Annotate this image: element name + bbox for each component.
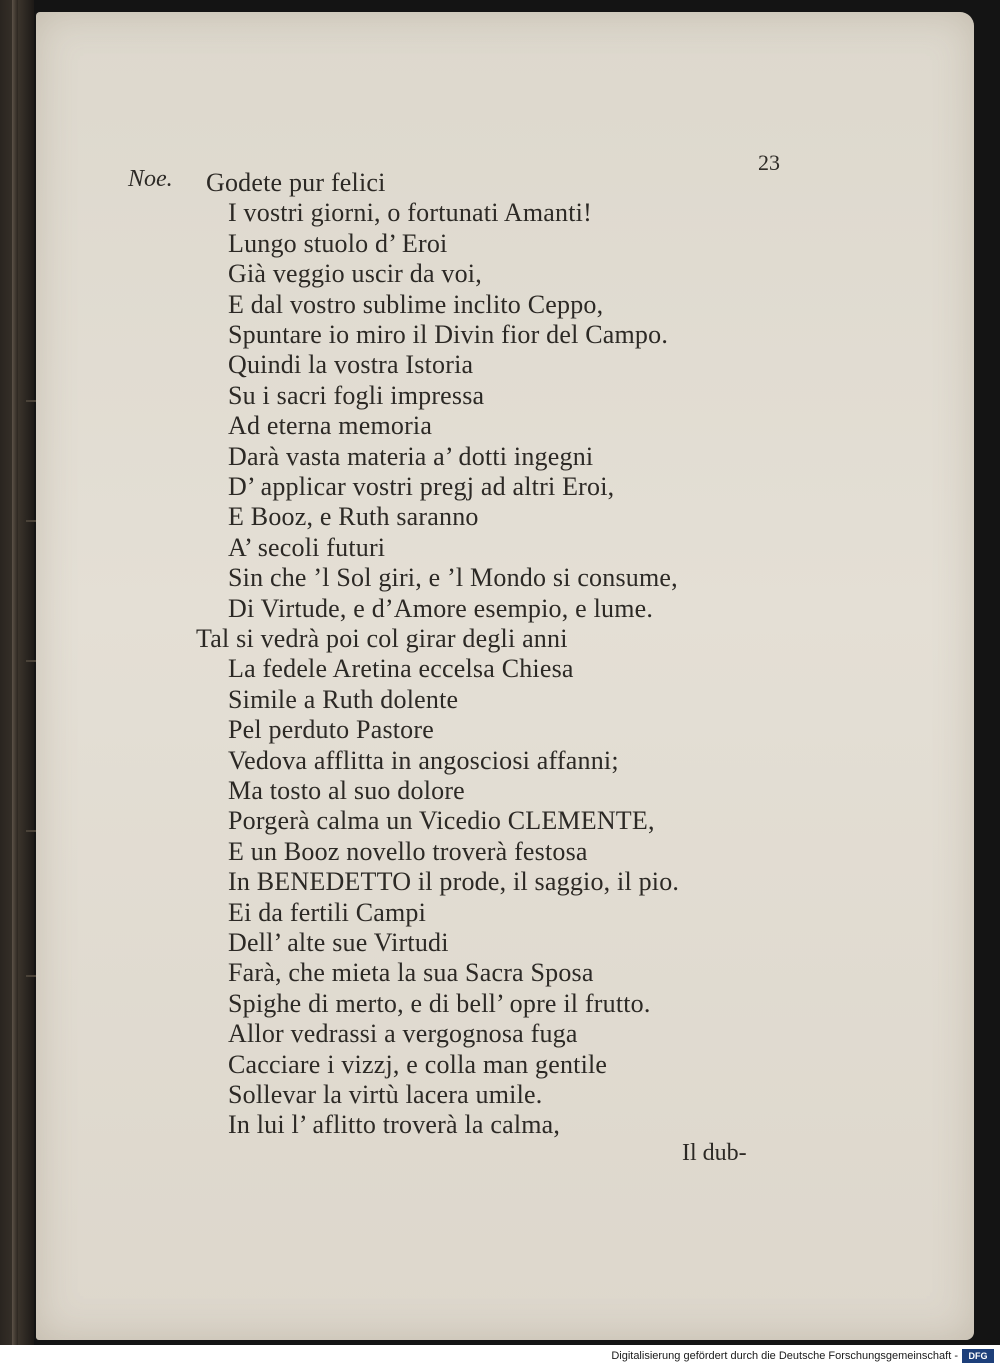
verse-line: Ei da fertili Campi	[228, 897, 427, 927]
catchword: Il dub-	[682, 1140, 747, 1166]
verse-line: La fedele Aretina eccelsa Chiesa	[228, 654, 574, 684]
page-number: 23	[758, 150, 780, 175]
verse-line: Pel perduto Pastore	[228, 715, 434, 745]
verse-line: Già veggio uscir da voi,	[228, 259, 482, 289]
margin-mark	[26, 400, 36, 402]
footer-credit: Digitalisierung gefördert durch die Deutsche Forschungsgemeinschaft -	[611, 1350, 958, 1362]
verse-line: Sollevar la virtù lacera umile.	[228, 1080, 543, 1109]
verse-line: I vostri giorni, o fortunati Amanti!	[228, 198, 592, 228]
verse-line: Lungo stuolo d’ Eroi	[228, 228, 448, 258]
verse-line: Farà, che mieta la sua Sacra Sposa	[228, 958, 594, 988]
margin-mark	[26, 520, 36, 522]
verse-line: Ad eterna memoria	[228, 411, 433, 441]
verse-line: Allor vedrassi a vergognosa fuga	[228, 1019, 578, 1049]
verse-line: In lui l’ aflitto troverà la calma,	[228, 1110, 561, 1140]
verse-line: Godete pur felici	[206, 168, 386, 197]
verse-line: E dal vostro sublime inclito Ceppo,	[228, 289, 604, 319]
speaker-label: Noe.	[128, 166, 173, 192]
verse-line: E un Booz novello troverà festosa	[228, 836, 588, 866]
margin-mark	[26, 975, 36, 977]
verse-line: In BENEDETTO il prode, il saggio, il pio.	[228, 867, 680, 897]
spine-edge	[12, 0, 18, 1345]
verse-line: A’ secoli futuri	[228, 532, 386, 562]
verse-line: Cacciare i vizzj, e colla man gentile	[228, 1049, 608, 1079]
verse-line: D’ applicar vostri pregj ad altri Eroi,	[228, 472, 615, 501]
margin-mark	[26, 830, 36, 832]
verse-line: Su i sacri fogli impressa	[228, 380, 485, 410]
verse-line: Porgerà calma un Vicedio CLEMENTE,	[228, 806, 655, 836]
verse-line: Spuntare io miro il Divin fior del Campo.	[228, 320, 669, 349]
verse-line: Sin che ’l Sol giri, e ’l Mondo si consume,	[228, 563, 678, 593]
verse-line: Ma tosto al suo dolore	[228, 776, 465, 805]
verse-line: Darà vasta materia a’ dotti ingegni	[228, 441, 594, 471]
margin-mark	[26, 660, 36, 662]
verse-line: Spighe di merto, e di bell’ opre il frutto.	[228, 988, 651, 1018]
verse-line: Simile a Ruth dolente	[228, 684, 459, 714]
verse-line: Dell’ alte sue Virtudi	[228, 928, 449, 957]
verse-line: Quindi la vostra Istoria	[228, 350, 474, 380]
verse-line: E Booz, e Ruth saranno	[228, 502, 479, 532]
verse-line: Vedova afflitta in angosciosi affanni;	[228, 745, 619, 775]
dfg-logo: DFG	[962, 1349, 994, 1363]
verse-line: Tal si vedrà poi col girar degli anni	[196, 624, 568, 653]
verse-line: Di Virtude, e d’Amore esempio, e lume.	[228, 593, 654, 623]
